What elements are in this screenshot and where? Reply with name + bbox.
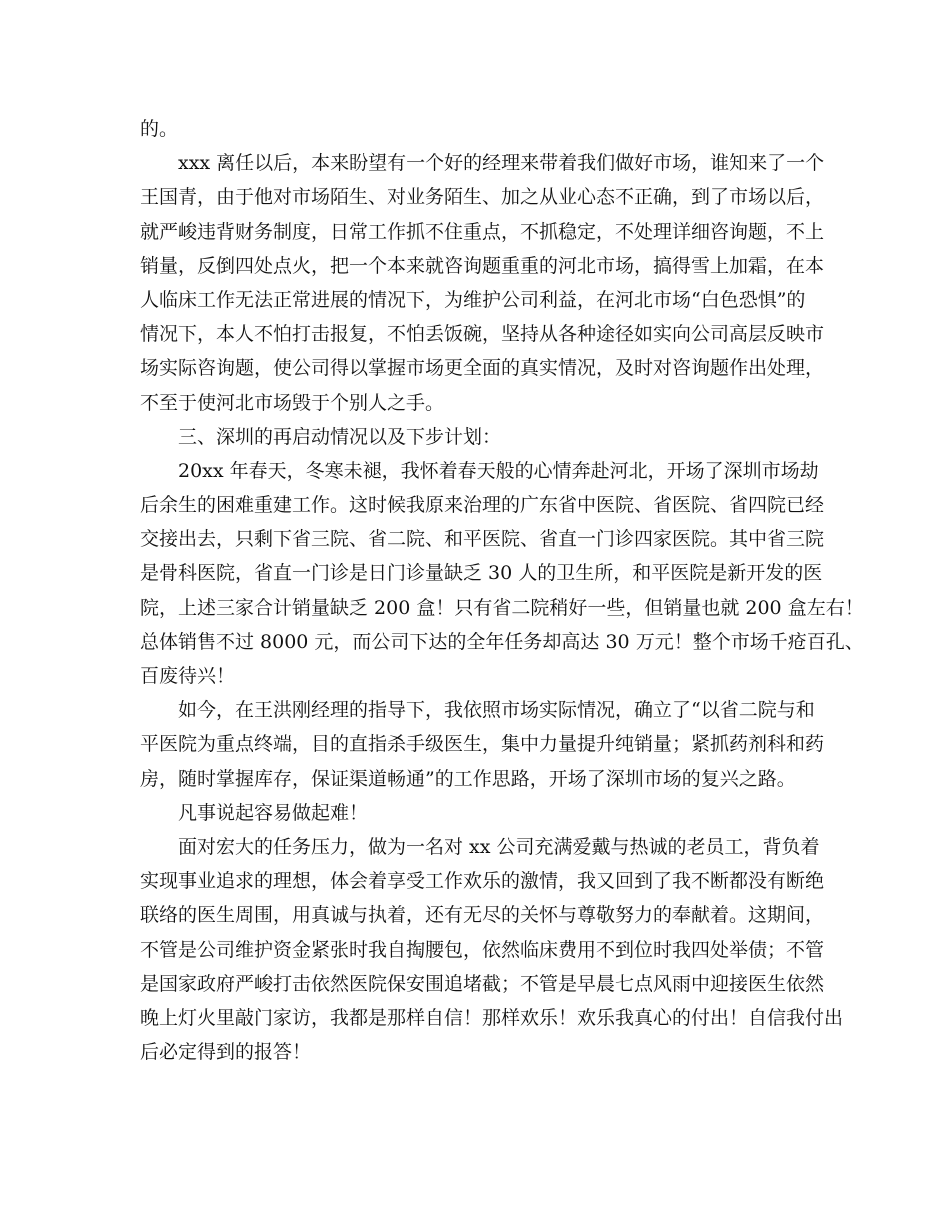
text-line: 人临床工作无法正常进展的情况下，为维护公司利益，在河北市场“白色恐惧”的 — [140, 288, 806, 311]
text-line: 总体销售不过 8000 元，而公司下达的全年任务却高达 30 万元！整个市场千疮百孔、 — [140, 630, 864, 653]
text-line: 交接出去，只剩下省三院、省二院、和平医院、省直一门诊四家医院。其中省三院 — [140, 528, 825, 551]
paragraph-first-line: 三、深圳的再启动情况以及下步计划： — [178, 425, 502, 448]
text-line: 不管是公司维护资金紧张时我自掏腰包，依然临床费用不到位时我四处举债；不管 — [140, 938, 825, 961]
text-line: 王国青，由于他对市场陌生、对业务陌生、加之从业心态不正确，到了市场以后， — [140, 186, 825, 209]
text-line: 销量，反倒四处点火，把一个本来就咨询题重重的河北市场，搞得雪上加霜，在本 — [140, 254, 825, 277]
document-body — [140, 112, 864, 1069]
text-line: 房，随时掌握库存，保证渠道畅通”的工作思路，开场了深圳市场的复兴之路。 — [140, 767, 796, 790]
text-line: 联络的医生周围，用真诚与执着，还有无尽的关怀与尊敬努力的奉献着。这期间， — [140, 904, 825, 927]
paragraph-first-line: 如今，在王洪刚经理的指导下，我依照市场实际情况，确立了“以省二院与和 — [178, 699, 815, 722]
text-line: 情况下，本人不怕打击报复，不怕丢饭碗，坚持从各种途径如实向公司高层反映市 — [140, 323, 825, 346]
text-line: 就严峻违背财务制度，日常工作抓不住重点，不抓稳定，不处理详细咨询题，不上 — [140, 220, 825, 243]
text-line: 平医院为重点终端，目的直指杀手级医生，集中力量提升纯销量；紧抓药剂科和药 — [140, 733, 825, 756]
text-line: 后必定得到的报答！ — [140, 1041, 312, 1064]
paragraph-first-line: 20xx 年春天，冬寒未褪，我怀着春天般的心情奔赴河北，开场了深圳市场劫 — [178, 459, 819, 482]
paragraph-first-line: xxx 离任以后，本来盼望有一个好的经理来带着我们做好市场，谁知来了一个 — [178, 152, 825, 175]
text-line: 的。 — [140, 118, 179, 140]
text-line: 场实际咨询题，使公司得以掌握市场更全面的真实情况，及时对咨询题作出处理， — [140, 357, 825, 380]
text-line: 是骨科医院，省直一门诊是日门诊量缺乏 30 人的卫生所，和平医院是新开发的医 — [140, 562, 823, 585]
text-line: 院，上述三家合计销量缺乏 200 盒！只有省二院稍好一些，但销量也就 200 盒左右！ — [140, 596, 864, 619]
paragraph-first-line: 凡事说起容易做起难！ — [178, 801, 369, 824]
paragraph-first-line: 面对宏大的任务压力，做为一名对 xx 公司充满爱戴与热诚的老员工，背负着 — [178, 835, 820, 858]
text-line: 是国家政府严峻打击依然医院保安围追堵截；不管是早晨七点风雨中迎接医生依然 — [140, 972, 825, 995]
text-line: 实现事业追求的理想，体会着享受工作欢乐的激情，我又回到了我不断都没有断绝 — [140, 870, 825, 893]
text-line: 晚上灯火里敲门家访，我都是那样自信！那样欢乐！欢乐我真心的付出！自信我付出 — [140, 1006, 844, 1029]
text-line: 后余生的困难重建工作。这时候我原来治理的广东省中医院、省医院、省四院已经 — [140, 494, 825, 517]
text-line: 百废待兴！ — [140, 665, 236, 687]
text-line: 不至于使河北市场毁于个别人之手。 — [140, 391, 445, 414]
